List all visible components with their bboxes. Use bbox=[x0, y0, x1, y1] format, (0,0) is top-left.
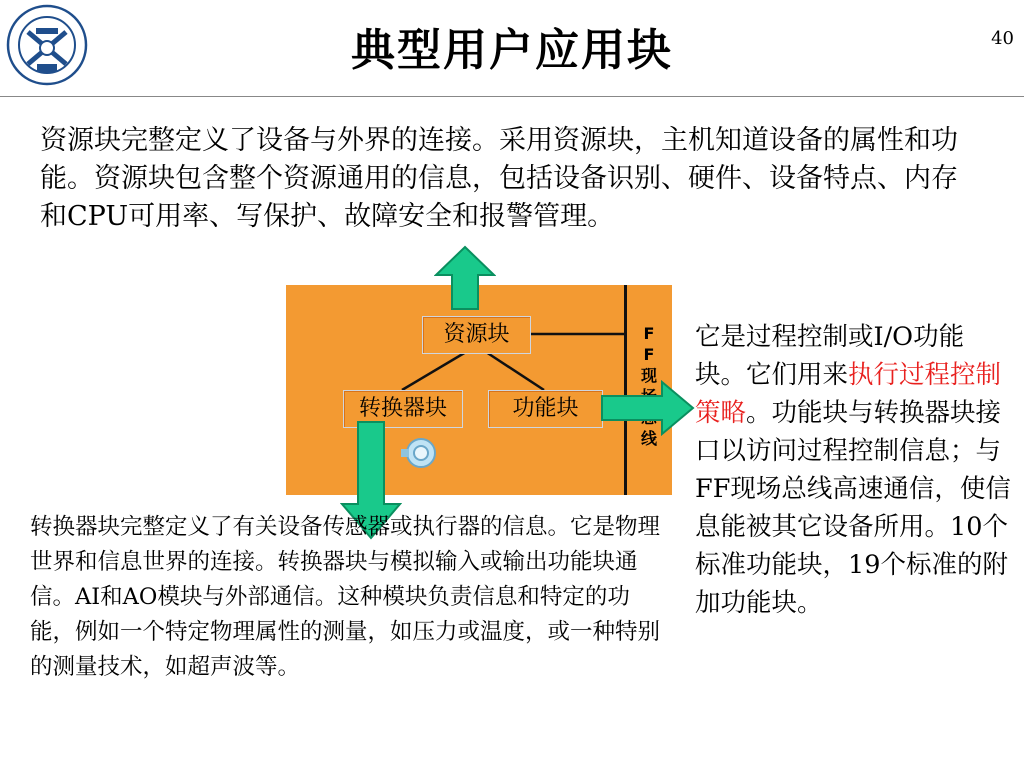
transducer-block-description: 转换器块完整定义了有关设备传感器或执行器的信息。它是物理世界和信息世界的连接。转换器块与模拟输入或输出功能块通信。AI和AO模块与外部通信。这种模块负责信息和特定的功能，例如一个特定物理属性的测量，如压力或温度，或一种特别的测量技术，如超声波等。 bbox=[30, 514, 661, 680]
resource-block-box: 资源块 bbox=[422, 316, 531, 354]
fieldbus-label-char: 现 bbox=[640, 366, 657, 385]
fieldbus-label-char: F bbox=[643, 345, 655, 364]
fieldbus-label-char: F bbox=[643, 324, 655, 343]
slide-title: 典型用户应用块 bbox=[351, 25, 673, 76]
arrow-up-icon bbox=[434, 245, 496, 311]
function-text-part1: 它是过程控制或I/O功能块。它们用来 bbox=[695, 322, 965, 390]
sensor-icon bbox=[399, 435, 439, 471]
function-text-highlight: 执行过程控制策略 bbox=[695, 360, 1002, 428]
function-text-part2: 。功能块与转换器块接口以访问过程控制信息；与FF现场总线高速通信，使信息能被其它设备所用。10个标准功能块，19个标准的附加功能块。 bbox=[695, 398, 1011, 618]
arrow-right-icon bbox=[600, 380, 695, 436]
function-block-description bbox=[695, 318, 1015, 622]
resource-block-description: 资源块完整定义了设备与外界的连接。采用资源块，主机知道设备的属性和功能。资源块包含整个资源通用的信息，包括设备识别、硬件、设备特点、内存和CPU可用率、写保护、故障安全和报警管理。 bbox=[40, 125, 958, 232]
page-number: 40 bbox=[991, 28, 1014, 49]
fieldbus-label-char: 线 bbox=[640, 429, 657, 448]
function-block-box: 功能块 bbox=[488, 390, 603, 428]
transducer-block-box: 转换器块 bbox=[343, 390, 463, 428]
header-divider bbox=[0, 96, 1024, 97]
